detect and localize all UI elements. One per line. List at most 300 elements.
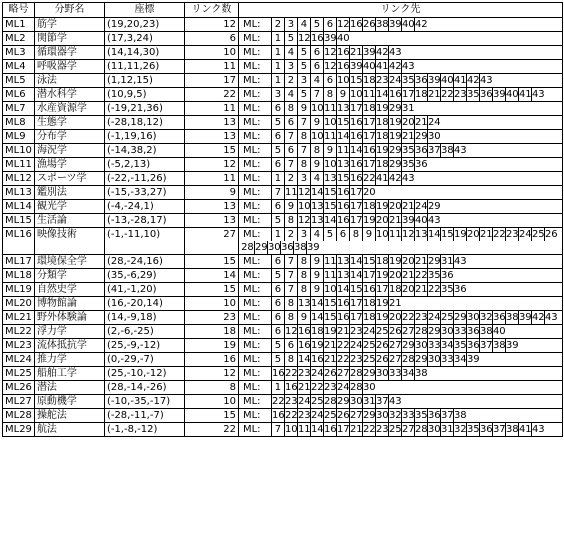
row-coordinate: (2,-6,-25) (104, 325, 184, 339)
link-target: 30 (466, 312, 480, 323)
link-target: 10 (375, 229, 389, 240)
link-target: 19 (323, 326, 337, 337)
link-target: 6 (271, 283, 284, 296)
link-target: 17 (375, 284, 389, 295)
link-target: 41 (375, 61, 389, 72)
row-code: ML11 (3, 158, 35, 172)
table-row (3, 32, 563, 46)
link-target: 7 (284, 283, 297, 296)
link-target: 36 (280, 242, 294, 253)
link-target: 21 (414, 117, 428, 128)
link-target: 43 (427, 215, 441, 226)
link-target: 9 (284, 200, 297, 213)
link-target: 5 (271, 339, 284, 352)
link-target: 6 (271, 158, 284, 171)
table-row (3, 102, 563, 116)
row-links (238, 325, 562, 339)
link-target: 30 (427, 424, 441, 435)
row-coordinate: (17,3,24) (104, 32, 184, 46)
table-body (3, 18, 563, 437)
link-target: 38 (414, 368, 428, 379)
row-code: ML23 (3, 339, 35, 353)
link-target: 35 (401, 159, 415, 170)
link-target: 27 (388, 340, 402, 351)
link-target: 36 (427, 410, 441, 421)
link-line (241, 269, 560, 282)
link-target: 13 (336, 270, 350, 281)
link-target: 29 (427, 256, 441, 267)
link-prefix: ML: (242, 410, 261, 421)
link-target: 29 (388, 159, 402, 170)
link-target: 39 (401, 215, 415, 226)
link-prefix: ML: (242, 229, 261, 240)
link-target: 8 (297, 283, 310, 296)
link-table (2, 2, 563, 437)
table-row (3, 116, 563, 130)
link-target: 20 (401, 284, 415, 295)
link-target: 19 (388, 256, 402, 267)
row-field-name: 泳法 (34, 74, 104, 88)
link-target: 11 (323, 103, 337, 114)
link-target: 43 (453, 256, 467, 267)
link-target: 29 (414, 354, 428, 365)
link-target: 6 (310, 46, 323, 59)
link-target: 5 (297, 46, 310, 59)
row-links (238, 46, 562, 60)
link-target: 10 (297, 201, 311, 212)
header-coord: 座標 (104, 3, 184, 18)
table-row (3, 283, 563, 297)
link-target: 19 (375, 145, 389, 156)
link-target: 7 (284, 130, 297, 143)
link-target: 30 (414, 340, 428, 351)
link-target: 36 (479, 424, 493, 435)
link-target: 16 (349, 19, 363, 30)
link-target: 29 (427, 326, 441, 337)
link-target: 36 (492, 312, 506, 323)
link-target: 16 (297, 340, 311, 351)
link-target: 5 (271, 214, 284, 227)
table-row (3, 228, 563, 255)
link-target: 16 (336, 201, 350, 212)
link-target: 19 (375, 270, 389, 281)
table-row (3, 297, 563, 311)
link-target: 28 (349, 382, 363, 393)
link-target: 1 (271, 60, 284, 73)
row-code: ML15 (3, 214, 35, 228)
link-prefix: ML: (242, 187, 261, 198)
link-prefix: ML: (242, 256, 261, 267)
link-target: 8 (297, 255, 310, 268)
link-target: 35 (466, 424, 480, 435)
link-target: 26 (336, 410, 350, 421)
link-target: 18 (362, 201, 376, 212)
link-target: 9 (310, 255, 323, 268)
link-prefix: ML: (242, 89, 261, 100)
link-target: 23 (505, 229, 519, 240)
link-target: 11 (297, 424, 311, 435)
row-field-name: 潜水科学 (34, 88, 104, 102)
link-target: 6 (284, 339, 297, 352)
row-coordinate: (-1,19,16) (104, 130, 184, 144)
row-coordinate: (-19,21,36) (104, 102, 184, 116)
row-code: ML25 (3, 367, 35, 381)
link-target: 8 (297, 130, 310, 143)
row-coordinate: (19,20,23) (104, 18, 184, 32)
link-target: 20 (375, 215, 389, 226)
row-code: ML18 (3, 269, 35, 283)
link-target: 43 (401, 173, 415, 184)
link-target: 6 (271, 255, 284, 268)
link-prefix: ML: (242, 424, 261, 435)
link-target: 33 (427, 340, 441, 351)
row-link-count: 18 (184, 325, 238, 339)
row-code: ML6 (3, 88, 35, 102)
link-line (241, 381, 560, 394)
row-field-name: 航法 (34, 423, 104, 437)
link-prefix: ML: (242, 103, 261, 114)
link-target: 2 (284, 172, 297, 185)
link-target: 8 (284, 353, 297, 366)
link-target: 25 (440, 312, 454, 323)
link-target: 29 (453, 312, 467, 323)
row-coordinate: (-28,-11,-7) (104, 409, 184, 423)
row-link-count: 17 (184, 74, 238, 88)
row-coordinate: (25,-9,-12) (104, 339, 184, 353)
link-target: 9 (336, 88, 349, 101)
link-target: 19 (453, 229, 467, 240)
link-target: 27 (336, 368, 350, 379)
link-target: 21 (401, 201, 415, 212)
link-line (241, 255, 560, 268)
row-link-count: 13 (184, 130, 238, 144)
link-target: 9 (297, 311, 310, 324)
link-target: 14 (427, 229, 441, 240)
link-prefix: ML: (242, 61, 261, 72)
link-target: 36 (453, 284, 467, 295)
link-target: 43 (544, 312, 558, 323)
link-target: 16 (362, 145, 376, 156)
link-target: 20 (388, 201, 402, 212)
link-target: 22 (336, 354, 350, 365)
link-target: 16 (336, 215, 350, 226)
link-target: 17 (349, 215, 363, 226)
link-target: 34 (440, 340, 454, 351)
link-target: 10 (323, 159, 337, 170)
row-link-count: 10 (184, 297, 238, 311)
link-line (241, 88, 560, 101)
link-target: 16 (336, 298, 350, 309)
link-target: 16 (297, 326, 311, 337)
row-links (238, 102, 562, 116)
row-coordinate: (10,9,5) (104, 88, 184, 102)
row-field-name: 呼吸器学 (34, 60, 104, 74)
link-target: 24 (362, 326, 376, 337)
row-code: ML2 (3, 32, 35, 46)
link-target: 21 (297, 382, 311, 393)
row-links (238, 381, 562, 395)
link-target: 4 (310, 172, 323, 185)
link-target: 39 (323, 33, 337, 44)
link-target: 16 (336, 47, 350, 58)
table-row (3, 186, 563, 200)
row-code: ML19 (3, 283, 35, 297)
row-links (238, 32, 562, 46)
row-link-count: 15 (184, 255, 238, 269)
link-target: 16 (271, 410, 285, 421)
link-target: 24 (388, 75, 402, 86)
table-row (3, 325, 563, 339)
link-target: 11 (362, 89, 376, 100)
link-target: 6 (284, 116, 297, 129)
link-target: 10 (323, 284, 337, 295)
link-target: 26 (362, 19, 376, 30)
link-line (241, 283, 560, 296)
link-target: 7 (297, 144, 310, 157)
link-target: 12 (297, 187, 311, 198)
link-prefix: ML: (242, 368, 261, 379)
link-target: 21 (388, 298, 402, 309)
link-target: 13 (336, 256, 350, 267)
link-target: 8 (349, 228, 362, 241)
link-line (241, 367, 560, 380)
link-target: 7 (284, 255, 297, 268)
link-target: 3 (284, 18, 297, 31)
link-target: 22 (492, 229, 506, 240)
link-prefix: ML: (242, 396, 261, 407)
row-links (238, 409, 562, 423)
link-target: 20 (388, 270, 402, 281)
link-target: 36 (414, 75, 428, 86)
link-target: 39 (518, 312, 532, 323)
link-target: 35 (427, 270, 441, 281)
link-target: 16 (336, 312, 350, 323)
row-links (238, 74, 562, 88)
row-code: ML5 (3, 74, 35, 88)
link-target: 31 (440, 424, 454, 435)
link-target: 4 (310, 228, 323, 241)
table-row (3, 311, 563, 325)
link-target: 14 (310, 187, 324, 198)
link-target: 30 (375, 410, 389, 421)
link-target: 40 (401, 19, 415, 30)
link-target: 5 (323, 228, 336, 241)
link-target: 17 (362, 159, 376, 170)
link-target: 21 (349, 47, 363, 58)
link-target: 19 (375, 201, 389, 212)
row-code: ML4 (3, 60, 35, 74)
link-target: 28 (349, 368, 363, 379)
link-target: 34 (401, 368, 415, 379)
link-target: 5 (271, 269, 284, 282)
link-target: 8 (310, 144, 323, 157)
row-link-count: 10 (184, 395, 238, 409)
link-target: 15 (349, 75, 363, 86)
link-target: 39 (466, 354, 480, 365)
row-coordinate: (-28,18,12) (104, 116, 184, 130)
row-links (238, 172, 562, 186)
link-target: 10 (323, 117, 337, 128)
link-target: 3 (284, 60, 297, 73)
link-target: 21 (401, 131, 415, 142)
link-line (241, 158, 560, 171)
link-target: 17 (349, 298, 363, 309)
table-row (3, 367, 563, 381)
link-target: 1 (271, 228, 284, 241)
link-target: 21 (323, 354, 337, 365)
link-target: 32 (453, 424, 467, 435)
row-field-name: 自然史学 (34, 283, 104, 297)
row-coordinate: (35,-6,29) (104, 269, 184, 283)
link-target: 36 (466, 326, 480, 337)
row-code: ML29 (3, 423, 35, 437)
link-target: 43 (388, 47, 402, 58)
link-target: 9 (310, 283, 323, 296)
row-coordinate: (28,-24,16) (104, 255, 184, 269)
link-target: 13 (310, 201, 324, 212)
row-code: ML16 (3, 228, 35, 255)
row-links (238, 423, 562, 437)
link-target: 36 (466, 340, 480, 351)
row-code: ML1 (3, 18, 35, 32)
link-prefix: ML: (242, 312, 261, 323)
row-coordinate: (0,-29,-7) (104, 353, 184, 367)
row-field-name: スポーツ学 (34, 172, 104, 186)
link-target: 14 (310, 424, 324, 435)
link-prefix: ML: (242, 270, 261, 281)
row-link-count: 12 (184, 18, 238, 32)
link-target: 23 (349, 326, 363, 337)
link-target: 8 (284, 214, 297, 227)
link-target: 22 (271, 396, 285, 407)
header-links: リンク先 (238, 3, 562, 18)
row-coordinate: (-22,-11,26) (104, 172, 184, 186)
link-target: 16 (349, 117, 363, 128)
link-target: 10 (349, 89, 363, 100)
row-links (238, 144, 562, 158)
link-target: 21 (388, 215, 402, 226)
link-target: 25 (531, 229, 545, 240)
link-target: 13 (336, 103, 350, 114)
link-target: 22 (414, 270, 428, 281)
link-target: 14 (310, 298, 324, 309)
row-code: ML3 (3, 46, 35, 60)
row-field-name: 筋学 (34, 18, 104, 32)
link-target: 31 (401, 103, 415, 114)
link-target: 29 (401, 340, 415, 351)
link-target: 33 (401, 410, 415, 421)
link-target: 30 (362, 382, 376, 393)
link-target: 29 (414, 131, 428, 142)
link-target: 42 (531, 312, 545, 323)
row-coordinate: (1,12,15) (104, 74, 184, 88)
row-coordinate: (14,14,30) (104, 46, 184, 60)
link-target: 34 (453, 354, 467, 365)
link-target: 8 (323, 88, 336, 101)
link-target: 43 (531, 89, 545, 100)
link-target: 43 (479, 75, 493, 86)
link-target: 14 (336, 284, 350, 295)
link-target: 4 (284, 46, 297, 59)
link-target: 24 (414, 201, 428, 212)
link-target: 41 (518, 424, 532, 435)
table-row (3, 395, 563, 409)
table-row (3, 339, 563, 353)
link-target: 43 (453, 145, 467, 156)
link-target: 3 (297, 228, 310, 241)
link-target: 37 (479, 340, 493, 351)
link-target: 19 (375, 103, 389, 114)
link-target: 23 (297, 410, 311, 421)
link-prefix: ML: (242, 159, 261, 170)
link-prefix: ML: (242, 131, 261, 142)
link-target: 14 (375, 89, 389, 100)
link-target: 14 (349, 270, 363, 281)
link-target: 18 (310, 326, 324, 337)
row-field-name: 漁場学 (34, 158, 104, 172)
link-line (241, 214, 560, 227)
link-target: 9 (362, 228, 375, 241)
link-line (241, 200, 560, 213)
row-field-name: 原動機学 (34, 395, 104, 409)
row-field-name: 鑑別法 (34, 186, 104, 200)
link-target: 14 (297, 354, 311, 365)
link-target: 6 (271, 130, 284, 143)
row-link-count: 11 (184, 102, 238, 116)
link-target: 21 (349, 424, 363, 435)
link-target: 26 (375, 354, 389, 365)
link-target: 37 (440, 410, 454, 421)
link-target: 24 (310, 410, 324, 421)
link-target: 30 (427, 354, 441, 365)
link-target: 30 (440, 326, 454, 337)
row-links (238, 88, 562, 102)
link-target: 6 (271, 200, 284, 213)
link-target: 18 (362, 103, 376, 114)
link-target: 23 (323, 382, 337, 393)
link-target: 7 (310, 88, 323, 101)
row-code: ML21 (3, 311, 35, 325)
link-target: 29 (388, 145, 402, 156)
link-target: 43 (531, 424, 545, 435)
link-target: 29 (362, 410, 376, 421)
link-target: 17 (362, 117, 376, 128)
row-code: ML26 (3, 381, 35, 395)
link-target: 8 (284, 102, 297, 115)
link-target: 37 (427, 145, 441, 156)
link-target: 22 (401, 312, 415, 323)
row-code: ML9 (3, 130, 35, 144)
link-target: 16 (349, 173, 363, 184)
link-target: 26 (323, 368, 337, 379)
link-target: 21 (336, 326, 350, 337)
row-link-count: 23 (184, 311, 238, 325)
row-code: ML8 (3, 116, 35, 130)
table-row (3, 353, 563, 367)
row-coordinate: (25,-10,-12) (104, 367, 184, 381)
link-line (241, 325, 560, 338)
link-target: 25 (323, 410, 337, 421)
row-links (238, 214, 562, 228)
link-target: 2 (271, 18, 284, 31)
row-link-count: 6 (184, 32, 238, 46)
link-line (241, 241, 560, 254)
link-target: 35 (401, 145, 415, 156)
link-line (241, 46, 560, 59)
link-target: 36 (440, 270, 454, 281)
link-target: 15 (323, 312, 337, 323)
row-code: ML17 (3, 255, 35, 269)
